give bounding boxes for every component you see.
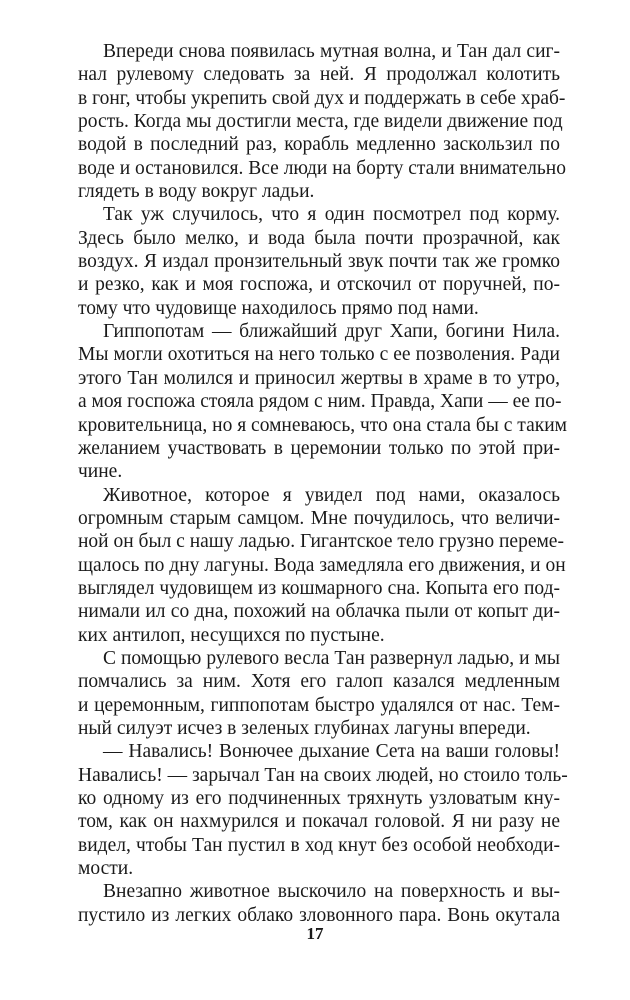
text-line: Навались! — зарычал Тан на своих людей, но стоило толь- [78,764,568,786]
text-line: а моя госпожа стояла рядом с ним. Правда, Хапи — ее по- [78,391,562,413]
text-line: Так уж случилось, что я один посмотрел под корму. [103,204,560,226]
text-line: воде и остановился. Все люди на борту стали внимательно [78,157,566,179]
text-line: Впереди снова появилась мутная волна, и Тан дал сиг- [103,41,560,62]
paragraph [78,203,560,320]
text-line: ный силуэт исчез в зеленых глубинах лагуны впереди. [78,717,531,739]
paragraph [78,320,567,483]
text-line: помчались за ним. Хотя его галоп казался медленным [78,671,560,693]
text-line: воздух. Я издал пронзительный звук почти так же громко [78,251,560,273]
text-line: желанием участвовать в церемонии только по этой при- [78,437,560,459]
text-line: — Навались! Вонючее дыхание Сета на ваши головы! [103,741,560,763]
paragraph [78,484,566,647]
text-line: выглядел чудовищем из кошмарного сна. Копыта его под- [78,577,560,599]
paragraph [78,40,566,203]
text-line: тому что чудовище находилось прямо под нами. [78,297,479,319]
paragraph [78,647,560,740]
text-line: ной он был с нашу ладью. Гигантское тело грузно переме- [78,531,564,553]
text-line: С помощью рулевого весла Тан развернул ладью, и мы [103,647,560,669]
text-line: этого Тан молился и приносил жертвы в храме в то утро, [78,367,560,389]
text-line: чине. [78,461,123,483]
text-line: пустило из легких облако зловонного пара. Вонь окутала [78,904,560,926]
text-line: Здесь было мелко, и вода была почти прозрачной, как [78,227,560,249]
text-line: водой в последний раз, корабль медленно заскользил по [78,134,560,156]
text-line: и церемонным, гиппопотам быстро удалялся от нас. Тем- [78,694,560,716]
text-line: огромным старым самцом. Мне почудилось, что величи- [78,507,560,529]
text-line: в гонг, чтобы укрепить свой дух и поддержать в себе храб- [78,87,566,109]
text-line: и резко, как и моя госпожа, и отскочил от поручней, по- [78,274,560,296]
text-line: Гиппопотам — ближайший друг Хапи, богини Нила. [103,321,560,343]
text-line: ко одному из его подчиненных тряхнуть узловатым кну- [78,788,560,809]
paragraph [78,880,560,927]
text-line: Животное, которое я увидел под нами, оказалось [103,484,560,506]
text-line: Мы могли охотиться на него только с ее позволения. Ради [78,344,560,366]
text-line: видел, чтобы Тан пустил в ход кнут без особой необходи- [78,834,560,856]
text-line: рость. Когда мы достигли места, где видели движение под [78,111,563,133]
page-body [78,40,568,927]
text-line: нал рулевому следовать за ней. Я продолжал колотить [78,64,560,86]
text-line: Внезапно животное выскочило на поверхность и вы- [103,881,560,903]
text-line: нимали ил со дна, похожий на облачка пыли от копыт ди- [78,601,560,623]
text-line: ких антилоп, несущихся по пустыне. [78,624,385,646]
text-line: том, как он нахмурился и покачал головой. Я ни разу не [78,811,560,833]
paragraph [78,740,568,880]
page-number: 17 [306,924,324,943]
text-line: кровительница, но я сомневаюсь, что она стала бы с таким [78,414,567,436]
text-line: глядеть в воду вокруг ладьи. [78,181,315,203]
text-line: мости. [78,858,134,880]
text-line: щалось по дну лагуны. Вода замедляла его движения, и он [78,554,566,576]
